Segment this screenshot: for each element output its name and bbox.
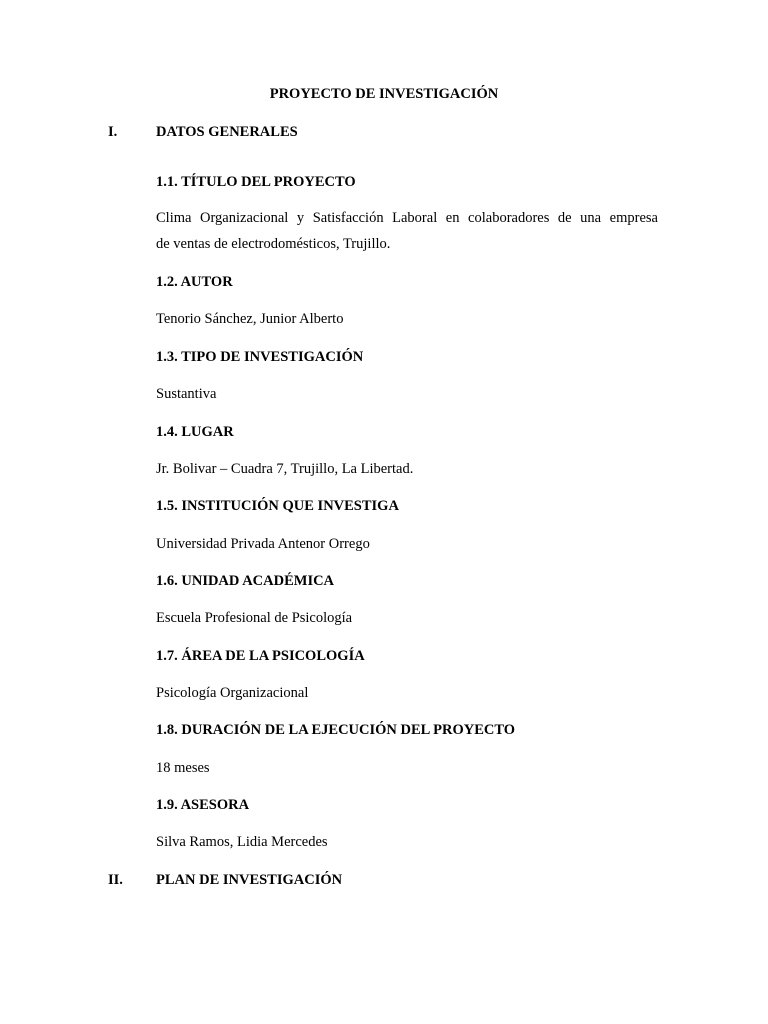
project-title-line-2: de ventas de electrodomésticos, Trujillo. bbox=[156, 236, 391, 252]
value-institucion: Universidad Privada Antenor Orrego bbox=[156, 536, 370, 552]
project-title-paragraph bbox=[156, 205, 658, 257]
value-tipo: Sustantiva bbox=[156, 386, 217, 402]
value-lugar: Jr. Bolivar – Cuadra 7, Trujillo, La Libertad. bbox=[156, 461, 414, 477]
heading-unidad: 1.6. UNIDAD ACADÉMICA bbox=[156, 573, 335, 589]
section-title-1: DATOS GENERALES bbox=[156, 124, 298, 140]
section-number-2: II. bbox=[108, 872, 123, 888]
value-area: Psicología Organizacional bbox=[156, 685, 309, 701]
project-title-line-1: Clima Organizacional y Satisfacción Laboral en colaboradores de una empresa bbox=[156, 210, 658, 226]
value-asesora: Silva Ramos, Lidia Mercedes bbox=[156, 834, 328, 850]
value-unidad: Escuela Profesional de Psicología bbox=[156, 610, 353, 626]
section-number-1: I. bbox=[108, 124, 118, 140]
heading-autor: 1.2. AUTOR bbox=[156, 274, 233, 290]
heading-institucion: 1.5. INSTITUCIÓN QUE INVESTIGA bbox=[156, 498, 399, 514]
heading-tipo: 1.3. TIPO DE INVESTIGACIÓN bbox=[156, 349, 364, 365]
heading-asesora: 1.9. ASESORA bbox=[156, 797, 250, 813]
heading-lugar: 1.4. LUGAR bbox=[156, 424, 234, 440]
value-duracion: 18 meses bbox=[156, 760, 210, 776]
heading-titulo: 1.1. TÍTULO DEL PROYECTO bbox=[156, 174, 356, 190]
heading-area: 1.7. ÁREA DE LA PSICOLOGÍA bbox=[156, 648, 365, 664]
heading-duracion: 1.8. DURACIÓN DE LA EJECUCIÓN DEL PROYECTO bbox=[156, 722, 516, 738]
value-autor: Tenorio Sánchez, Junior Alberto bbox=[156, 311, 344, 327]
document-title: PROYECTO DE INVESTIGACIÓN bbox=[269, 86, 499, 102]
section-title-2: PLAN DE INVESTIGACIÓN bbox=[156, 872, 343, 888]
